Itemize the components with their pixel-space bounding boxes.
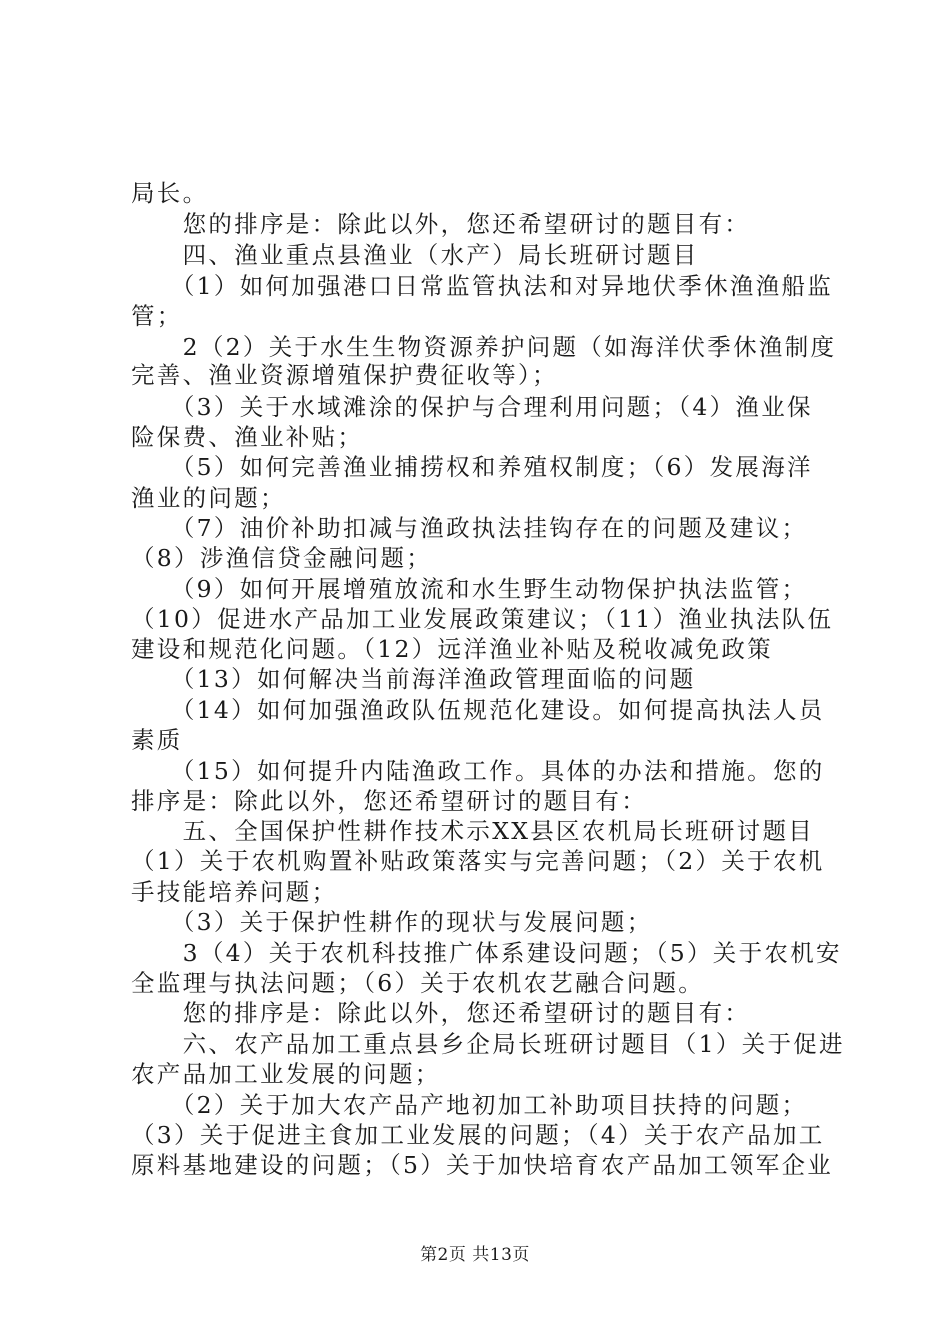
body-text-line: （9）如何开展增殖放流和水生野生动物保护执法监管； [131, 575, 808, 603]
body-text-line: 素质 [131, 726, 183, 754]
body-text-line: （3）关于水域滩涂的保护与合理利用问题；（4）渔业保 [131, 393, 813, 421]
body-text-line: 五、全国保护性耕作技术示XX县区农机局长班研讨题目 [131, 817, 815, 845]
body-text-line: （5）如何完善渔业捕捞权和养殖权制度；（6）发展海洋 [131, 453, 813, 481]
body-text-line: 排序是：除此以外，您还希望研讨的题目有： [131, 787, 647, 815]
body-text-line: 原料基地建设的问题；（5）关于加快培育农产品加工领军企业 [131, 1151, 834, 1179]
body-text-line: 您的排序是：除此以外，您还希望研讨的题目有： [131, 999, 751, 1027]
body-text-line: 完善、渔业资源增殖保护费征收等）； [131, 361, 558, 389]
body-text-line: 局长。 [131, 179, 209, 207]
page-footer: 第2页 共13页 [420, 1245, 530, 1265]
body-text-line: 管； [131, 302, 183, 330]
body-text-line: 四、渔业重点县渔业（水产）局长班研讨题目 [131, 241, 699, 269]
body-text-line: （7）油价补助扣减与渔政执法挂钩存在的问题及建议； [131, 514, 808, 542]
body-text-line: 农产品加工业发展的问题； [131, 1060, 441, 1088]
body-text-line: 六、农产品加工重点县乡企局长班研讨题目（1）关于促进 [131, 1030, 845, 1058]
body-text-line: 建设和规范化问题。（12）远洋渔业补贴及税收减免政策 [131, 635, 773, 663]
body-text-line: 渔业的问题； [131, 484, 286, 512]
body-text-line: （15）如何提升内陆渔政工作。具体的办法和措施。您的 [131, 757, 825, 785]
body-text-line: 手技能培养问题； [131, 878, 338, 906]
body-text-line: 2（2）关于水生生物资源养护问题（如海洋伏季休渔制度 [131, 333, 837, 361]
body-text-line: （2）关于加大农产品产地初加工补助项目扶持的问题； [131, 1091, 808, 1119]
body-text-line: （8）涉渔信贷金融问题； [131, 544, 433, 572]
body-text-line: （3）关于保护性耕作的现状与发展问题； [131, 908, 653, 936]
body-text-line: （1）关于农机购置补贴政策落实与完善问题；（2）关于农机 [131, 847, 825, 875]
body-text-line: （10）促进水产品加工业发展政策建议；（11）渔业执法队伍 [131, 605, 834, 633]
body-text-line: 您的排序是：除此以外，您还希望研讨的题目有： [131, 210, 751, 238]
body-text-line: （13）如何解决当前海洋渔政管理面临的问题 [131, 665, 696, 693]
body-text-line: 险保费、渔业补贴； [131, 423, 364, 451]
body-text-line: （3）关于促进主食加工业发展的问题；（4）关于农产品加工 [131, 1121, 825, 1149]
body-text-line: 3（4）关于农机科技推广体系建设问题；（5）关于农机安 [131, 939, 842, 967]
body-text-line: 全监理与执法问题；（6）关于农机农艺融合问题。 [131, 969, 705, 997]
body-text-line: （1）如何加强港口日常监管执法和对异地伏季休渔渔船监 [131, 272, 834, 300]
body-text-line: （14）如何加强渔政队伍规范化建设。如何提高执法人员 [131, 696, 825, 724]
